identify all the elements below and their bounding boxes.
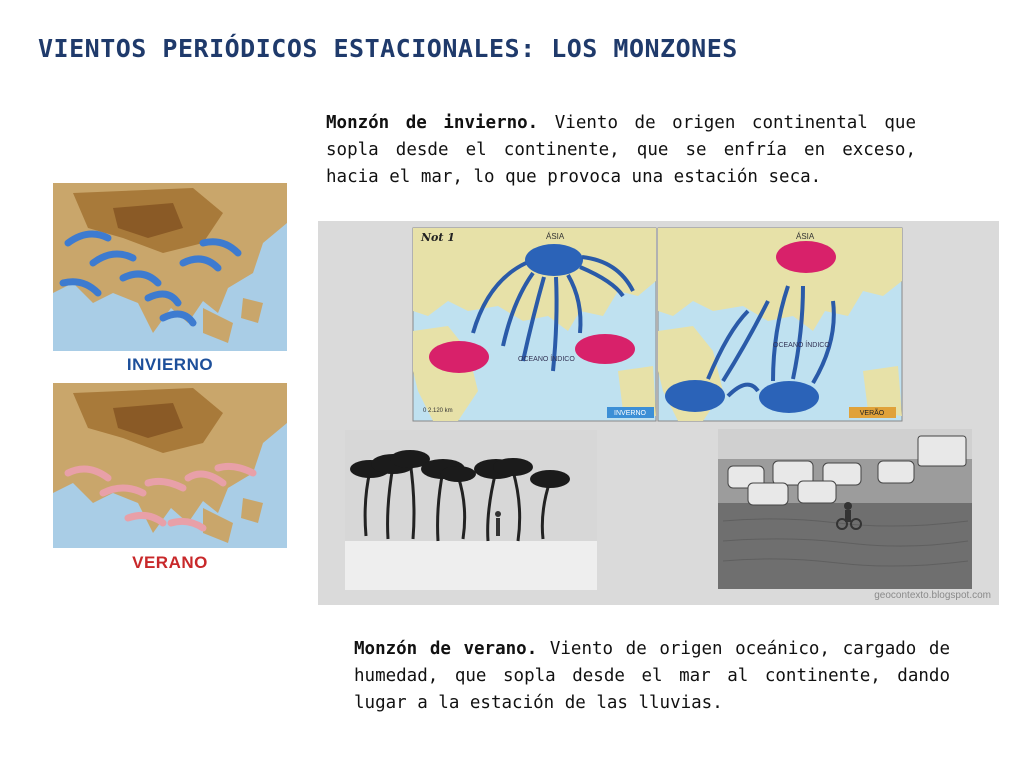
- winter-legend: INVERNO: [614, 410, 646, 417]
- summer-high-pressure-west: [665, 380, 725, 412]
- summer-monsoon-map: [658, 228, 902, 421]
- summer-low-pressure-center: [776, 241, 836, 273]
- winter-monsoon-text: [326, 110, 916, 191]
- storm-palm-trees-photo: [345, 430, 597, 590]
- summer-monsoon-description: Viento de origen oceánico, cargado de humedad, que sopla desde el mar al continente, dando lugar a la estación de las lluvias.: [354, 639, 950, 713]
- summer-ocean-label: OCEANO ÍNDICO: [773, 342, 830, 349]
- summer-asia-label: ÁSIA: [796, 232, 815, 241]
- winter-high-pressure-center: [525, 244, 583, 276]
- summer-caption: VERANO: [132, 553, 208, 572]
- summer-relief-map: [53, 383, 287, 548]
- monsoon-illustration-panel: [318, 221, 999, 605]
- winter-thumbnail: [53, 183, 287, 375]
- summer-monsoon-text: [354, 636, 950, 717]
- summer-high-pressure-east: [759, 381, 819, 413]
- summer-thumbnail: [53, 383, 287, 573]
- winter-low-pressure-east: [575, 334, 635, 364]
- scale-bar-label: 0 2.120 km: [423, 408, 453, 414]
- image-credit: geocontexto.blogspot.com: [874, 590, 991, 601]
- winter-monsoon-description: Viento de origen continental que sopla desde el continente, que se enfría en exceso, hacia el mar, lo que provoca una estación seca.: [326, 113, 916, 187]
- winter-relief-map: [53, 183, 287, 351]
- winter-ocean-label: OCEANO ÍNDICO: [518, 356, 575, 363]
- flooded-street-photo: [718, 429, 972, 589]
- page-title: VIENTOS PERIÓDICOS ESTACIONALES: LOS MONZONES: [38, 34, 738, 63]
- winter-low-pressure-west: [429, 341, 489, 373]
- winter-caption: INVIERNO: [126, 355, 214, 374]
- winter-asia-label: ÁSIA: [546, 232, 565, 241]
- winter-monsoon-map: [413, 228, 656, 421]
- summer-monsoon-label: Monzón de verano.: [354, 639, 538, 659]
- map-tag: Not 1: [421, 231, 455, 244]
- summer-legend: VERÃO: [859, 410, 885, 417]
- winter-monsoon-label: Monzón de invierno.: [326, 113, 539, 133]
